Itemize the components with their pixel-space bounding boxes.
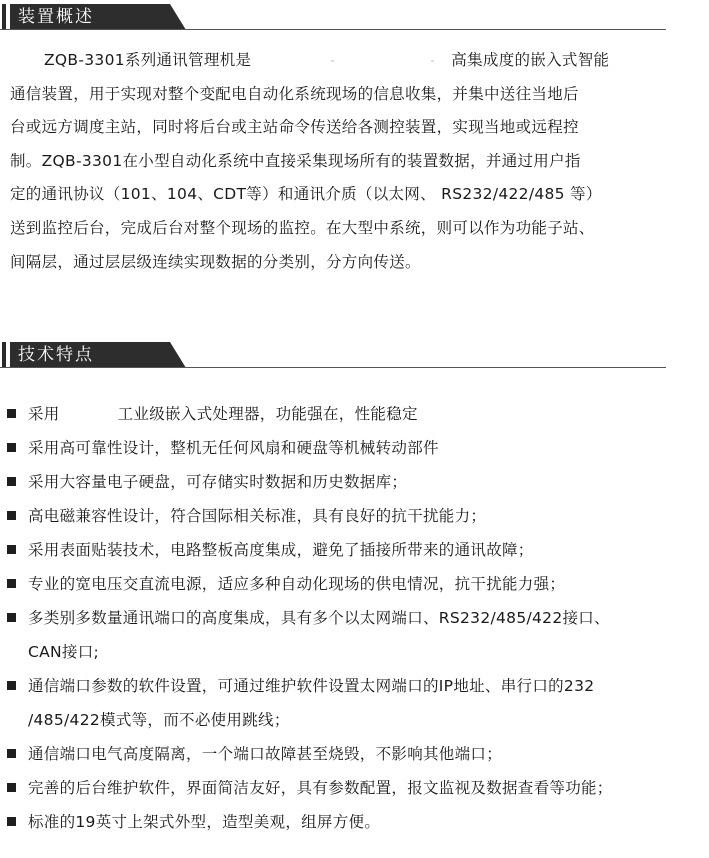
list-item xyxy=(0,397,709,431)
header-divider xyxy=(0,367,666,368)
feature-list xyxy=(0,397,709,839)
list-item xyxy=(0,771,709,805)
overview-line: 台或远方调度主站，同时将后台或主站命令传送给各测控装置，实现当地或远程控 xyxy=(10,118,579,137)
feature-text: 标准的19英寸上架式外型，造型美观，组屏方便。 xyxy=(28,813,381,831)
overview-line xyxy=(10,44,690,78)
overview-paragraph xyxy=(10,44,690,279)
overview-line1-end: 高集成度的嵌入式智能 xyxy=(451,51,610,69)
overview-line: 定的通讯协议（101、104、CDT等）和通讯介质（以太网、 RS232/422/485 等） xyxy=(10,185,602,204)
list-item xyxy=(0,601,709,669)
overview-line: 制。ZQB-3301在小型自动化系统中直接采集现场所有的装置数据，并通过用户指 xyxy=(10,151,581,170)
feature-text: 通信端口参数的软件设置，可通过维护软件设置太网端口的IP地址、串行口的232 xyxy=(28,677,595,695)
list-item xyxy=(0,805,709,839)
feature-text-continued: /485/422模式等，而不必使用跳线； xyxy=(28,711,290,729)
feature-text: 采用大容量电子硬盘，可存储实时数据和历史数据库； xyxy=(28,473,408,491)
list-item xyxy=(0,533,709,567)
list-item xyxy=(0,431,709,465)
feature-text: 多类别多数量通讯端口的高度集成，具有多个以太网端口、RS232/485/422接口、 xyxy=(28,609,610,627)
header-accent-bar xyxy=(2,4,6,30)
list-item xyxy=(0,669,709,737)
features-title: 技术特点 xyxy=(18,345,94,365)
feature-text: 通信端口电气高度隔离，一个端口故障甚至烧毁，不影响其他端口； xyxy=(28,745,503,763)
feature-text: 专业的宽电压交直流电源，适应多种自动化现场的供电情况，抗干扰能力强； xyxy=(28,575,566,593)
list-item xyxy=(0,499,709,533)
feature-text-start: 采用 xyxy=(28,405,60,423)
faint-watermark xyxy=(251,60,451,62)
list-item xyxy=(0,737,709,771)
header-accent-bar xyxy=(2,342,6,368)
overview-line: 间隔层，通过层层级连续实现数据的分类别，分方向传送。 xyxy=(10,252,421,271)
feature-text: 完善的后台维护软件，界面简洁友好，具有参数配置，报文监视及数据查看等功能； xyxy=(28,779,613,797)
overview-line: 送到监控后台，完成后台对整个现场的监控。在大型中系统，则可以作为功能子站、 xyxy=(10,218,595,237)
feature-text-continued: CAN接口; xyxy=(28,643,100,661)
feature-text: 采用高可靠性设计，整机无任何风扇和硬盘等机械转动部件 xyxy=(28,439,439,457)
list-item xyxy=(0,567,709,601)
header-divider xyxy=(0,29,666,30)
features-section-header xyxy=(0,338,709,372)
overview-title: 装置概述 xyxy=(18,7,94,27)
overview-section-header xyxy=(0,0,709,34)
feature-text: 高电磁兼容性设计，符合国际相关标准，具有良好的抗干扰能力； xyxy=(28,507,487,525)
overview-line: 通信装置，用于实现对整个变配电自动化系统现场的信息收集，并集中送往当地后 xyxy=(10,84,579,103)
feature-text: 采用表面贴装技术，电路整板高度集成，避免了插接所带来的通讯故障； xyxy=(28,541,534,559)
list-item xyxy=(0,465,709,499)
overview-line1-start: ZQB-3301系列通讯管理机是 xyxy=(44,51,252,69)
feature-text-end: 工业级嵌入式处理器，功能强在，性能稳定 xyxy=(117,405,418,423)
